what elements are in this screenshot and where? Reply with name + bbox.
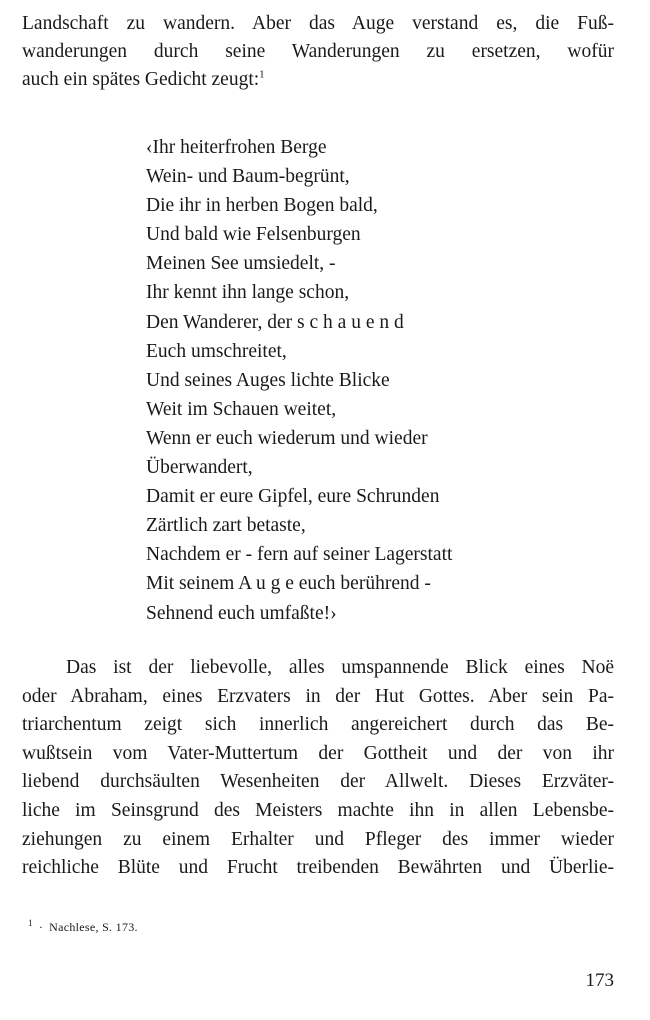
footnote-mark: 1 <box>28 918 33 928</box>
poem-verse: Wenn er euch wiederum und wieder <box>146 427 428 449</box>
paragraph-line: ziehungen zu einem Erhalter und Pfleger des immer wieder <box>22 828 614 850</box>
poem-verse: Wein- und Baum-begrünt, <box>146 166 350 188</box>
paragraph-line: oder Abraham, eines Erzvaters in der Hut Gottes. Aber sein Pa- <box>22 685 614 707</box>
intro-line: wanderungen durch seine Wanderungen zu ersetzen, wofür <box>22 41 614 62</box>
poem-verse: Meinen See umsiedelt, - <box>146 253 336 275</box>
poem-verse: Die ihr in herben Bogen bald, <box>146 195 378 217</box>
paragraph-line: Das ist der liebevolle, alles umspannende Blick eines Noë <box>66 657 614 678</box>
poem-verse: Den Wanderer, der s c h a u e n d <box>146 311 404 333</box>
poem-verse: Und seines Auges lichte Blicke <box>146 369 390 391</box>
intro-line: Landschaft zu wandern. Aber das Auge verstand es, die Fuß- <box>22 13 614 34</box>
intro-line-last <box>22 66 614 94</box>
poem-verse: Zärtlich zart betaste, <box>146 515 306 537</box>
footnote <box>28 915 138 935</box>
footnote-separator: · <box>38 920 44 934</box>
poem-verse: Weit im Schauen weitet, <box>146 398 337 420</box>
poem-verse: Ihr kennt ihn lange schon, <box>146 282 350 304</box>
poem <box>146 133 452 628</box>
intro-paragraph <box>22 10 614 94</box>
poem-verse: Mit seinem A u g e euch berührend - <box>146 573 431 595</box>
poem-verse: Damit er eure Gipfel, eure Schrunden <box>146 486 440 508</box>
paragraph-line: liche im Seinsgrund des Meisters machte ihn in allen Lebensbe- <box>22 799 614 821</box>
poem-verse: Sehnend euch umfaßte!› <box>146 602 337 624</box>
intro-line: auch ein spätes Gedicht zeugt: <box>22 69 260 90</box>
footnote-reference: 1 <box>259 68 265 81</box>
paragraph-line: reichliche Blüte und Frucht treibenden Bewährten und Überlie- <box>22 857 614 879</box>
poem-verse: Überwandert, <box>146 457 253 479</box>
poem-verse: Euch umschreitet, <box>146 340 287 362</box>
body-paragraph <box>22 654 614 883</box>
poem-verse: ‹Ihr heiterfrohen Berge <box>146 137 327 158</box>
paragraph-line: wußtsein vom Vater-Muttertum der Gottheit und der von ihr <box>22 742 614 764</box>
paragraph-line: liebend durchsäulten Wesenheiten der Allwelt. Dieses Erzväter- <box>22 771 614 793</box>
poem-verse: Nachdem er - fern auf seiner Lagerstatt <box>146 544 453 566</box>
page-number: 173 <box>585 970 614 991</box>
footnote-text: Nachlese, S. 173. <box>49 920 138 934</box>
paragraph-line: triarchentum zeigt sich innerlich angereichert durch das Be- <box>22 714 614 736</box>
poem-verse: Und bald wie Felsenburgen <box>146 224 361 246</box>
